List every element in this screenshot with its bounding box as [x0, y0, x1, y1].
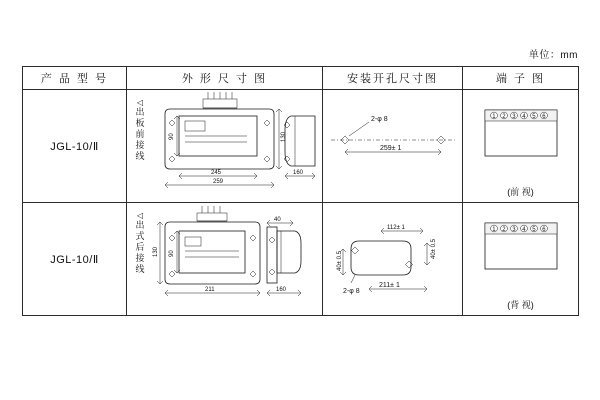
dimension-table [22, 66, 579, 316]
terminal-drawing-cell-1 [463, 90, 579, 203]
mounting-diagram-1 [323, 90, 463, 202]
svg-text:1: 1 [492, 226, 496, 233]
table-row [23, 203, 579, 316]
outline-vertical-label-text-2: 出式后接线 [135, 220, 145, 274]
header-outline: 外 形 尺 寸 图 [127, 67, 323, 90]
table-header-row [23, 67, 579, 90]
header-mounting: 安装开孔尺寸图 [323, 67, 463, 90]
svg-text:211± 1: 211± 1 [379, 282, 400, 289]
mounting-diagram-2 [323, 203, 463, 315]
svg-text:2: 2 [502, 226, 506, 233]
svg-text:259: 259 [213, 179, 224, 185]
mounting-drawing-cell-2 [323, 203, 463, 316]
svg-text:6: 6 [542, 226, 546, 233]
svg-text:4: 4 [522, 113, 526, 120]
table-row [23, 90, 579, 203]
svg-text:160: 160 [293, 170, 304, 176]
svg-text:4: 4 [522, 226, 526, 233]
outline-vertical-label-2 [133, 211, 147, 275]
svg-text:2: 2 [502, 113, 506, 120]
svg-text:90: 90 [169, 133, 175, 140]
terminal-diagram-1 [463, 90, 579, 186]
outline-drawing-cell-1 [127, 90, 323, 203]
svg-text:112± 1: 112± 1 [387, 225, 405, 231]
outline-vertical-label-text-1: 出板前接线 [135, 107, 145, 161]
svg-text:3: 3 [512, 113, 516, 120]
svg-text:1: 1 [492, 113, 496, 120]
svg-text:160: 160 [276, 287, 287, 293]
header-model: 产 品 型 号 [23, 67, 127, 90]
svg-text:211: 211 [205, 287, 215, 293]
svg-text:6: 6 [542, 113, 546, 120]
model-label: JGL-10/Ⅱ [23, 203, 127, 316]
svg-text:259± 1: 259± 1 [380, 145, 402, 152]
terminal-caption-1: (前 视) [507, 187, 534, 197]
svg-text:3: 3 [512, 226, 516, 233]
triangle-icon: ◁ [136, 211, 144, 220]
terminal-diagram-2 [463, 203, 579, 299]
header-terminal: 端 子 图 [463, 67, 579, 90]
mounting-drawing-cell-1 [323, 90, 463, 203]
svg-text:40: 40 [274, 217, 281, 223]
outline-drawing-cell-2 [127, 203, 323, 316]
terminal-caption-2: (背 视) [507, 300, 534, 310]
triangle-icon: ◁ [136, 98, 144, 107]
unit-note: 单位：mm [528, 50, 578, 61]
mount-hole-note-1: 2-φ 8 [371, 116, 388, 123]
svg-text:5: 5 [532, 113, 536, 120]
svg-text:40± 0.5: 40± 0.5 [431, 239, 437, 259]
outline-diagram-1 [127, 90, 323, 202]
svg-text:40± 0.5: 40± 0.5 [337, 251, 343, 271]
svg-text:245: 245 [211, 170, 222, 176]
outline-diagram-2 [127, 203, 323, 315]
terminal-drawing-cell-2 [463, 203, 579, 316]
svg-text:130: 130 [281, 131, 287, 142]
svg-text:2-φ 8: 2-φ 8 [343, 288, 360, 295]
svg-text:90: 90 [169, 250, 175, 257]
svg-text:5: 5 [532, 226, 536, 233]
svg-text:130: 130 [153, 246, 159, 257]
outline-vertical-label-1 [133, 98, 147, 162]
model-label: JGL-10/Ⅱ [23, 90, 127, 203]
